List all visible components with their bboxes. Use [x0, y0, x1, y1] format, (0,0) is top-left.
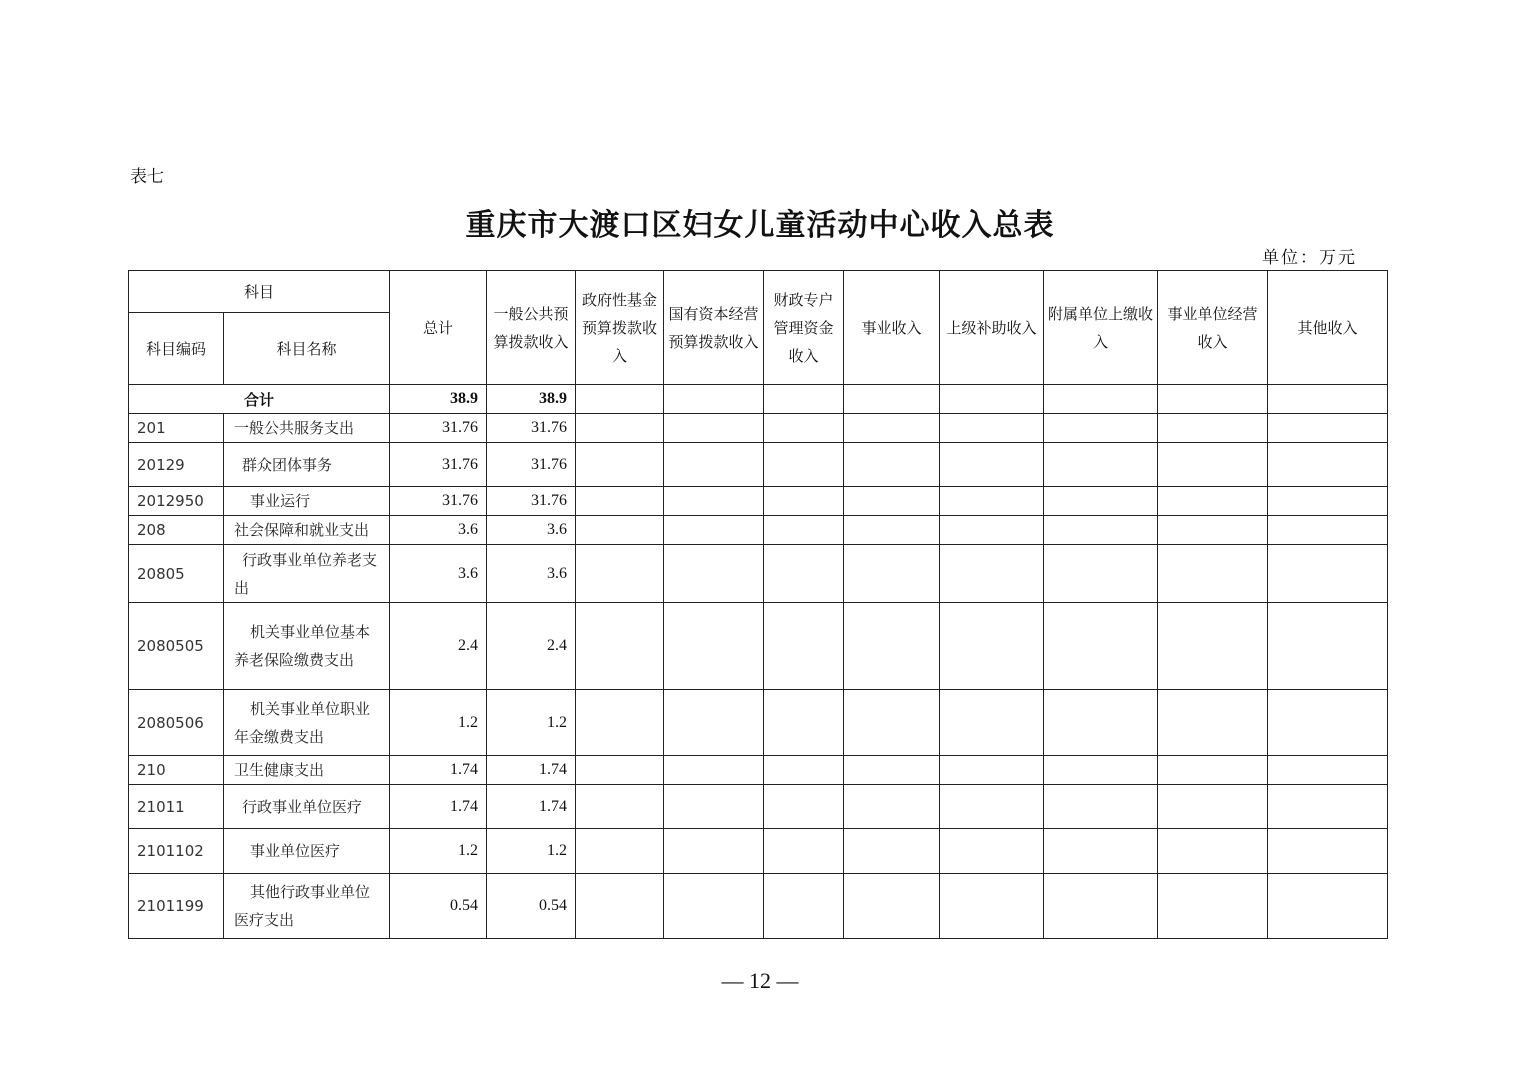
- subject-code: 208: [129, 516, 224, 545]
- subject-name: 机关事业单位职业年金缴费支出: [224, 690, 390, 756]
- subject-code: 21011: [129, 785, 224, 829]
- table-row: [129, 516, 1388, 545]
- subject-name: 事业运行: [224, 487, 390, 516]
- total-value: 0.54: [390, 874, 487, 939]
- general-budget-value: 1.74: [487, 756, 576, 785]
- subject-name: 事业单位医疗: [224, 829, 390, 874]
- general-budget-value: 31.76: [487, 487, 576, 516]
- general-budget-value: 31.76: [487, 443, 576, 487]
- total-value: 2.4: [390, 603, 487, 690]
- header-business: 事业收入: [844, 271, 940, 385]
- header-state-capital: 国有资本经营预算拨款收入: [664, 271, 764, 385]
- subject-name: 行政事业单位医疗: [224, 785, 390, 829]
- table-row: [129, 874, 1388, 939]
- general-budget-value: 1.74: [487, 785, 576, 829]
- header-other: 其他收入: [1268, 271, 1388, 385]
- general-budget-value: 1.2: [487, 829, 576, 874]
- total-value: 31.76: [390, 414, 487, 443]
- total-value: 1.2: [390, 690, 487, 756]
- subject-code: 20805: [129, 545, 224, 603]
- total-value: 38.9: [390, 385, 487, 414]
- total-value: 3.6: [390, 545, 487, 603]
- general-budget-value: 38.9: [487, 385, 576, 414]
- table-row: [129, 785, 1388, 829]
- table-label: 表七: [130, 167, 164, 187]
- header-code: 科目编码: [129, 313, 224, 385]
- header-gov-fund: 政府性基金预算拨款收入: [576, 271, 664, 385]
- subject-code: 2012950: [129, 487, 224, 516]
- subject-name: 其他行政事业单位医疗支出: [224, 874, 390, 939]
- general-budget-value: 31.76: [487, 414, 576, 443]
- header-operating: 事业单位经营收入: [1158, 271, 1268, 385]
- total-value: 31.76: [390, 487, 487, 516]
- total-value: 3.6: [390, 516, 487, 545]
- total-value: 1.74: [390, 756, 487, 785]
- subject-name: 卫生健康支出: [224, 756, 390, 785]
- subject-name: 一般公共服务支出: [224, 414, 390, 443]
- subject-name: 社会保障和就业支出: [224, 516, 390, 545]
- general-budget-value: 3.6: [487, 516, 576, 545]
- subject-code: 210: [129, 756, 224, 785]
- income-summary-table: [128, 270, 1388, 939]
- header-total: 总计: [390, 271, 487, 385]
- table-row-total: [129, 385, 1388, 414]
- general-budget-value: 1.2: [487, 690, 576, 756]
- subject-code: 201: [129, 414, 224, 443]
- total-value: 1.2: [390, 829, 487, 874]
- subject-code: 2080506: [129, 690, 224, 756]
- table-row: [129, 545, 1388, 603]
- subject-code: 2101102: [129, 829, 224, 874]
- general-budget-value: 2.4: [487, 603, 576, 690]
- general-budget-value: 3.6: [487, 545, 576, 603]
- page-number: — 12 —: [721, 968, 799, 993]
- total-value: 31.76: [390, 443, 487, 487]
- subject-code: 2080505: [129, 603, 224, 690]
- header-subject: 科目: [129, 271, 390, 313]
- table-row: [129, 603, 1388, 690]
- header-superior-subsidy: 上级补助收入: [940, 271, 1044, 385]
- header-fiscal-special: 财政专户管理资金收入: [764, 271, 844, 385]
- subject-code: 20129: [129, 443, 224, 487]
- table-row: [129, 829, 1388, 874]
- total-label: 合计: [129, 385, 390, 414]
- document-title: 重庆市大渡口区妇女儿童活动中心收入总表: [465, 208, 1055, 243]
- header-general-budget: 一般公共预算拨款收入: [487, 271, 576, 385]
- subject-name: 机关事业单位基本养老保险缴费支出: [224, 603, 390, 690]
- table-row: [129, 443, 1388, 487]
- table-row: [129, 756, 1388, 785]
- header-affiliate: 附属单位上缴收入: [1044, 271, 1158, 385]
- subject-name: 行政事业单位养老支出: [224, 545, 390, 603]
- total-value: 1.74: [390, 785, 487, 829]
- table-row: [129, 690, 1388, 756]
- table-row: [129, 487, 1388, 516]
- subject-name: 群众团体事务: [224, 443, 390, 487]
- unit-label: 单位：万元: [1262, 248, 1357, 268]
- table-row: [129, 414, 1388, 443]
- subject-code: 2101199: [129, 874, 224, 939]
- general-budget-value: 0.54: [487, 874, 576, 939]
- header-name: 科目名称: [224, 313, 390, 385]
